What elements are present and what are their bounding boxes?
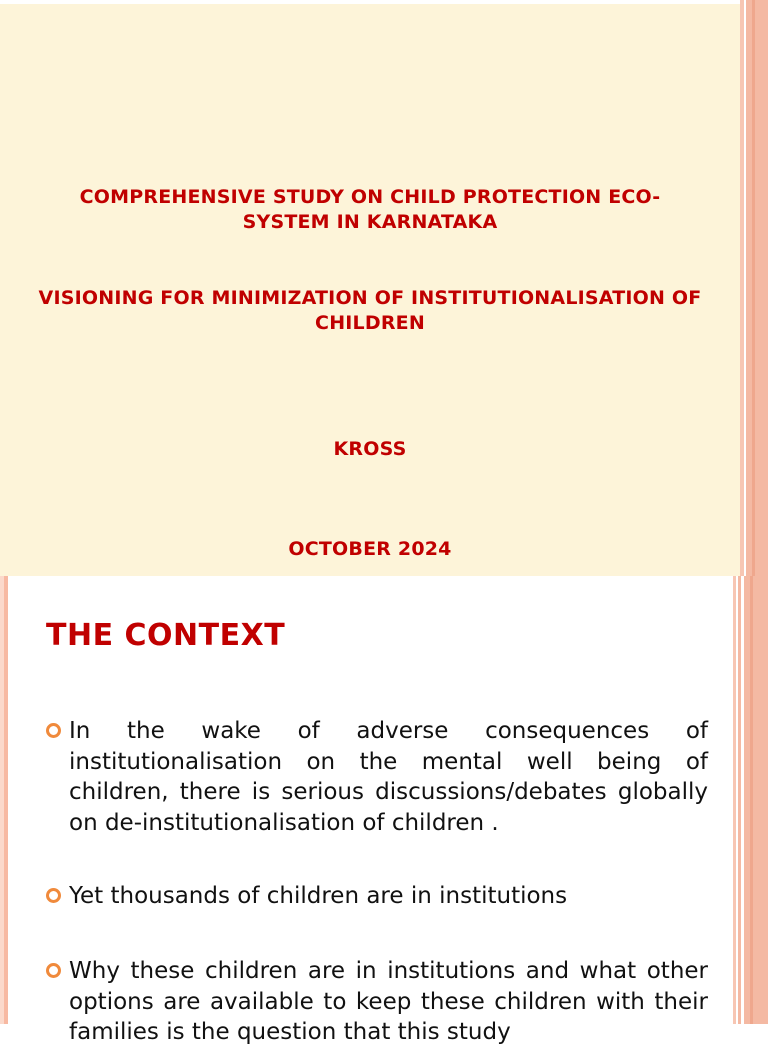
presentation-date: OCTOBER 2024 <box>288 538 452 560</box>
slide-border-stripe <box>4 576 8 1024</box>
study-title: COMPREHENSIVE STUDY ON CHILD PROTECTION ECO-SYSTEM IN KARNATAKA <box>79 186 661 233</box>
slide-border-stripe <box>746 0 768 576</box>
hollow-circle-bullet-icon <box>46 888 61 903</box>
slide-border-line <box>752 0 755 576</box>
list-item <box>46 716 708 838</box>
organization-name: KROSS <box>333 438 407 460</box>
bullet-text: In the wake of adverse consequences of institutionalisation on the mental well being of children, there is serious discussions/debates globally on de-institutionalisation of children . <box>69 718 708 836</box>
study-subtitle: VISIONING FOR MINIMIZATION OF INSTITUTIONALISATION OF CHILDREN <box>38 287 702 334</box>
context-slide <box>0 576 768 1045</box>
hollow-circle-bullet-icon <box>46 963 61 978</box>
slide-border-line <box>750 576 753 1024</box>
slide-border-stripe <box>733 576 736 1024</box>
context-heading: THE CONTEXT <box>46 618 286 653</box>
bullet-text: Why these children are in institutions and what other options are available to keep these children with their families is the question that this study <box>69 958 708 1045</box>
list-item <box>46 881 708 912</box>
bullet-text: Yet thousands of children are in institutions <box>69 883 568 909</box>
slide-border-stripe <box>744 576 768 1024</box>
slide-border-stripe <box>738 576 741 1024</box>
list-item <box>46 956 708 1048</box>
hollow-circle-bullet-icon <box>46 723 61 738</box>
